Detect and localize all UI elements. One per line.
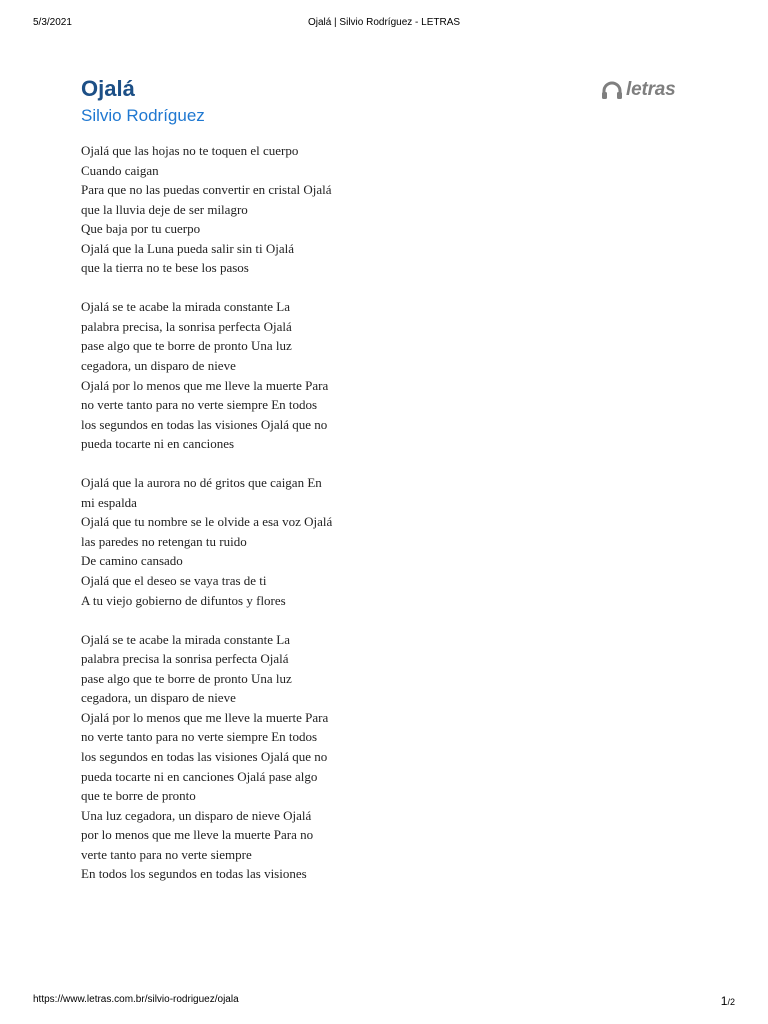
lyrics-line: pase algo que te borre de pronto Una luz xyxy=(81,338,292,354)
lyrics-line: Una luz cegadora, un disparo de nieve Ojalá xyxy=(81,807,312,823)
lyrics-line: Para que no las puedas convertir en cristal Ojalá xyxy=(81,182,332,198)
lyrics-line: Ojalá que tu nombre se le olvide a esa voz Ojalá xyxy=(81,514,333,530)
lyrics-stanza xyxy=(81,630,381,884)
lyrics-line: Ojalá se te acabe la mirada constante La xyxy=(81,631,290,647)
page-url: https://www.letras.com.br/silvio-rodriguez/ojala xyxy=(33,994,239,1005)
lyrics-line: Ojalá se te acabe la mirada constante La xyxy=(81,299,290,315)
lyrics-line: mi espalda xyxy=(81,494,137,510)
lyrics-line: no verte tanto para no verte siempre En todos xyxy=(81,729,318,745)
lyrics-line: que te borre de pronto xyxy=(81,788,196,804)
lyrics-stanza xyxy=(81,141,381,278)
lyrics-line: En todos los segundos en todas las visiones xyxy=(81,866,307,882)
print-page-title: Ojalá | Silvio Rodríguez - LETRAS xyxy=(307,17,461,28)
lyrics-line: las paredes no retengan tu ruido xyxy=(81,533,247,549)
lyrics-line: Cuando caigan xyxy=(81,162,159,178)
lyrics-line: A tu viejo gobierno de difuntos y flores xyxy=(81,592,286,608)
lyrics-line: los segundos en todas las visiones Ojalá que no xyxy=(81,748,328,764)
page-current: 1 xyxy=(720,994,728,1008)
page-total: /2 xyxy=(727,997,735,1007)
artist-name: Silvio Rodríguez xyxy=(81,106,205,125)
lyrics-line: Ojalá que la aurora no dé gritos que caigan En xyxy=(81,475,322,491)
lyrics-line: que la lluvia deje de ser milagro xyxy=(81,201,248,217)
lyrics-line: pase algo que te borre de pronto Una luz xyxy=(81,670,292,686)
lyrics-line: palabra precisa la sonrisa perfecta Ojalá xyxy=(81,651,289,667)
print-footer xyxy=(0,994,768,1008)
lyrics-line: Ojalá que el deseo se vaya tras de ti xyxy=(81,573,267,589)
lyrics-body xyxy=(81,141,381,903)
print-date: 5/3/2021 xyxy=(33,17,72,28)
lyrics-line: cegadora, un disparo de nieve xyxy=(81,690,236,706)
lyrics-line: no verte tanto para no verte siempre En todos xyxy=(81,397,318,413)
lyrics-line: De camino cansado xyxy=(81,553,183,569)
lyrics-line: Ojalá que la Luna pueda salir sin ti Ojalá xyxy=(81,240,294,256)
lyrics-line: Que baja por tu cuerpo xyxy=(81,221,201,237)
headphones-icon xyxy=(601,81,623,99)
lyrics-line: Ojalá que las hojas no te toquen el cuerpo xyxy=(81,143,299,158)
lyrics-stanza xyxy=(81,297,381,453)
song-title: Ojalá xyxy=(81,76,135,101)
print-header xyxy=(0,17,768,31)
lyrics-line: verte tanto para no verte siempre xyxy=(81,846,252,862)
lyrics-line: pueda tocarte ni en canciones xyxy=(81,436,235,452)
letras-logo xyxy=(601,79,676,101)
lyrics-line: por lo menos que me lleve la muerte Para no xyxy=(81,827,314,843)
lyrics-line: Ojalá por lo menos que me lleve la muerte Para xyxy=(81,709,329,725)
logo-wordmark: letras xyxy=(626,79,676,100)
lyrics-line: pueda tocarte ni en canciones Ojalá pase algo xyxy=(81,768,318,784)
lyrics-line: que la tierra no te bese los pasos xyxy=(81,260,249,276)
lyrics-line: palabra precisa, la sonrisa perfecta Ojalá xyxy=(81,318,292,334)
lyrics-stanza xyxy=(81,473,381,610)
lyrics-line: los segundos en todas las visiones Ojalá que no xyxy=(81,416,328,432)
page-number xyxy=(721,994,735,1008)
lyrics-line: cegadora, un disparo de nieve xyxy=(81,358,236,374)
lyrics-line: Ojalá por lo menos que me lleve la muerte Para xyxy=(81,377,329,393)
